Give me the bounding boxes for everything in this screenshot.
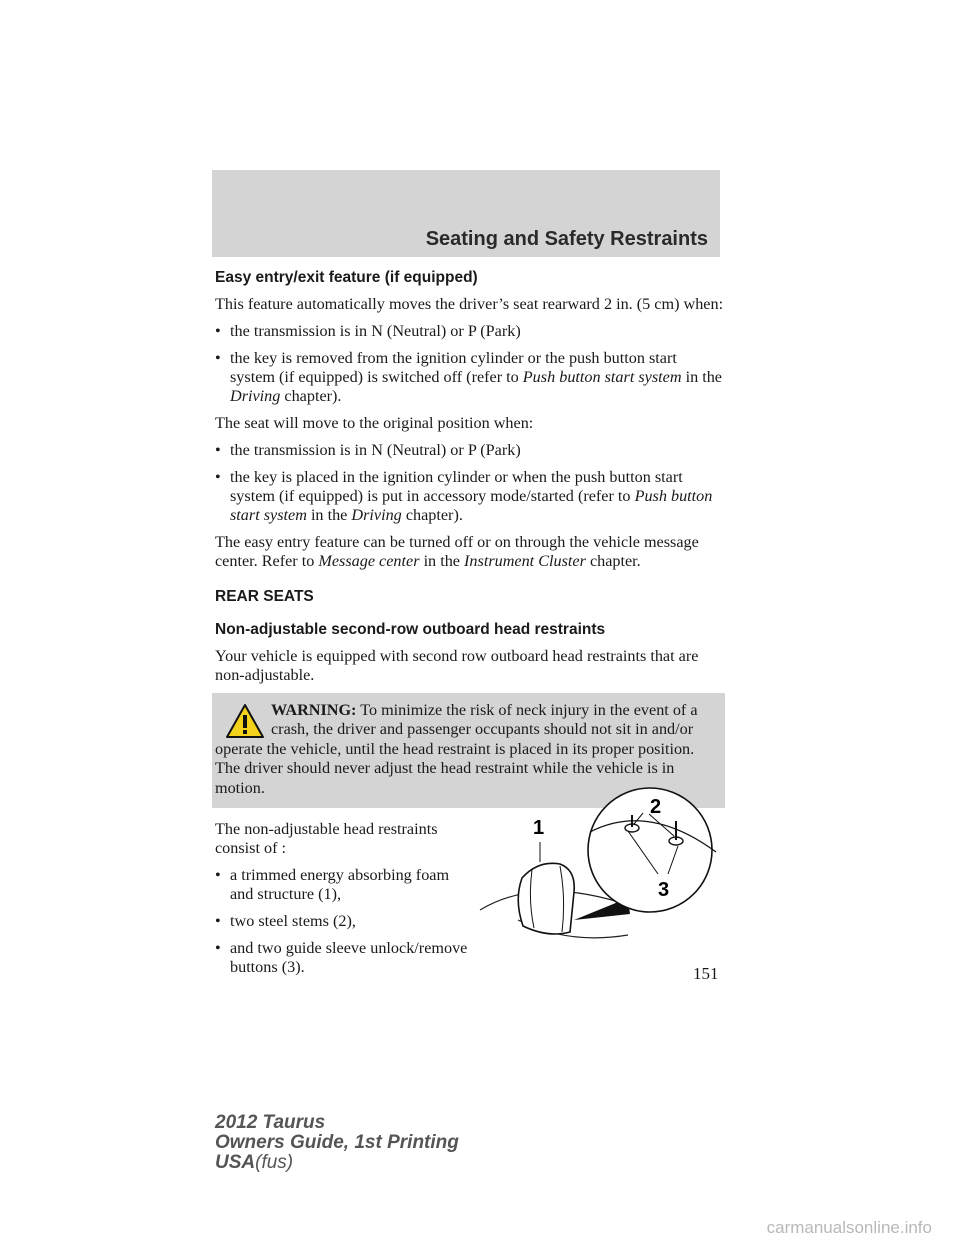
head-restraints-subheading: Non-adjustable second-row outboard head restraints [215,621,606,638]
cross-reference: Push button start system [522,368,682,386]
components-section [215,820,470,977]
callout-2: 2 [650,796,662,818]
list-item: • a trimmed energy absorbing foam and structure (1), [215,866,470,904]
list-item: • two steel stems (2), [215,912,470,931]
components-intro: The non-adjustable head restraints consist of : [215,820,438,858]
seat-return-conditions-list [215,441,725,525]
chapter-reference: Driving [351,506,402,524]
warning-text: WARNING: To minimize the risk of neck injury in the event of a crash, the driver and passenger occupants should not sit in and/or operate the vehicle, until the head restraint is placed in its proper position. The driver should never adjust the head restraint while the vehicle is in motion. [215,701,698,797]
head-restraints-intro: Your vehicle is equipped with second row outboard head restraints that are non-adjustable. [215,647,699,684]
warning-label: WARNING: [271,701,357,719]
list-item: • and two guide sleeve unlock/remove buttons (3). [215,939,470,977]
section-header-band [212,170,720,257]
easy-entry-conditions-list [215,322,725,406]
easy-entry-closing: The easy entry feature can be turned off or on through the vehicle message center. Refer to Message center in the Instrument Cluster chapter. [215,533,699,570]
section-title: Seating and Safety Restraints [425,228,708,250]
easy-entry-intro: This feature automatically moves the driver’s seat rearward 2 in. (5 cm) when: [215,295,724,313]
cross-reference: Push button start system [230,487,713,524]
footer-line-guide: Owners Guide, 1st Printing [215,1132,459,1153]
watermark: carmanualsonline.info [766,1218,932,1237]
chapter-reference: Driving [230,387,281,405]
list-item: • the transmission is in N (Neutral) or P (Park) [215,322,725,341]
footer-line-model: 2012 Taurus [215,1112,326,1133]
easy-entry-heading: Easy entry/exit feature (if equipped) [215,269,478,286]
page-number: 151 [693,964,719,983]
components-list [215,866,470,977]
list-item: • the key is removed from the ignition cylinder or the push button start system (if equipped) is switched off (refer to Push button start system in the Driving chapter). [215,349,725,406]
head-restraint-illustration [478,780,723,945]
chapter-reference: Instrument Cluster [464,552,586,570]
rear-seats-heading: REAR SEATS [215,588,314,605]
warning-triangle-icon [225,703,265,739]
callout-1: 1 [533,817,545,839]
print-footer [215,1113,459,1173]
seat-return-intro: The seat will move to the original position when: [215,414,534,432]
footer-line-market: USA(fus) [215,1152,294,1173]
list-item: • the key is placed in the ignition cylinder or when the push button start system (if equipped) is put in accessory mode/started (refer to Push button start system in the Driving chapter). [215,468,725,525]
callout-3: 3 [658,879,670,901]
list-item: • the transmission is in N (Neutral) or P (Park) [215,441,725,460]
cross-reference: Message center [318,552,420,570]
